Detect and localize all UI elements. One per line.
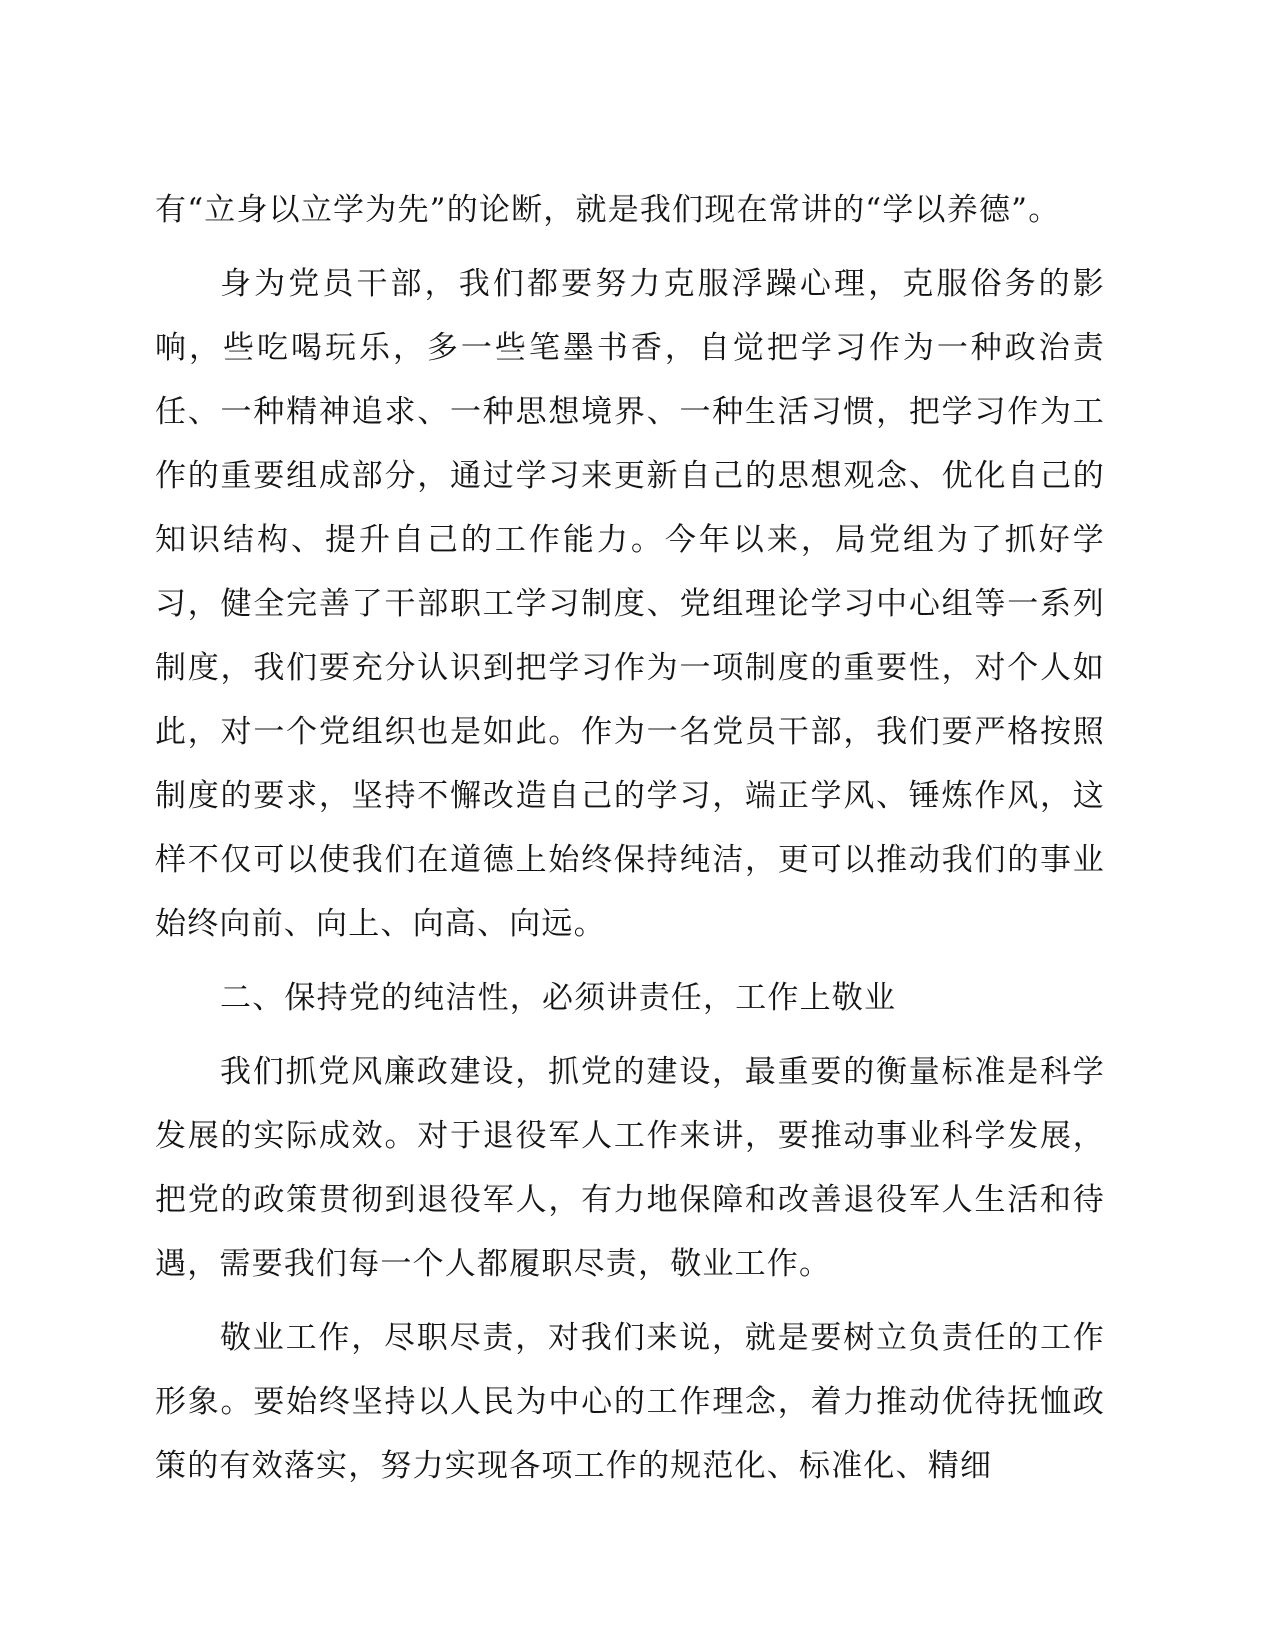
paragraph-party-building: 我们抓党风廉政建设，抓党的建设，最重要的衡量标准是科学发展的实际成效。对于退役军人工作来讲，要推动事业科学发展，把党的政策贯彻到退役军人，有力地保障和改善退役军人生活和待遇，需要我们每一个人都履职尽责，敬业工作。 [155,1054,1105,1282]
paragraph-continuation: 有“立身以立学为先”的论断，就是我们现在常讲的“学以养德”。 [155,192,1061,228]
document-body [155,178,1105,1508]
section-heading-responsibility: 二、保持党的纯洁性，必须讲责任，工作上敬业 [220,980,897,1016]
paragraph-study-habits: 身为党员干部，我们都要努力克服浮躁心理，克服俗务的影响，些吃喝玩乐，多一些笔墨书香，自觉把学习作为一种政治责任、一种精神追求、一种思想境界、一种生活习惯，把学习作为工作的重要组成部分，通过学习来更新自己的思想观念、优化自己的知识结构、提升自己的工作能力。今年以来，局党组为了抓好学习，健全完善了干部职工学习制度、党组理论学习中心组等一系列制度，我们要充分认识到把学习作为一项制度的重要性，对个人如此，对一个党组织也是如此。作为一名党员干部，我们要严格按照制度的要求，坚持不懈改造自己的学习，端正学风、锤炼作风，这样不仅可以使我们在道德上始终保持纯洁，更可以推动我们的事业始终向前、向上、向高、向远。 [155,266,1105,942]
paragraph-dedication: 敬业工作，尽职尽责，对我们来说，就是要树立负责任的工作形象。要始终坚持以人民为中心的工作理念，着力推动优待抚恤政策的有效落实，努力实现各项工作的规范化、标准化、精细 [155,1320,1105,1484]
